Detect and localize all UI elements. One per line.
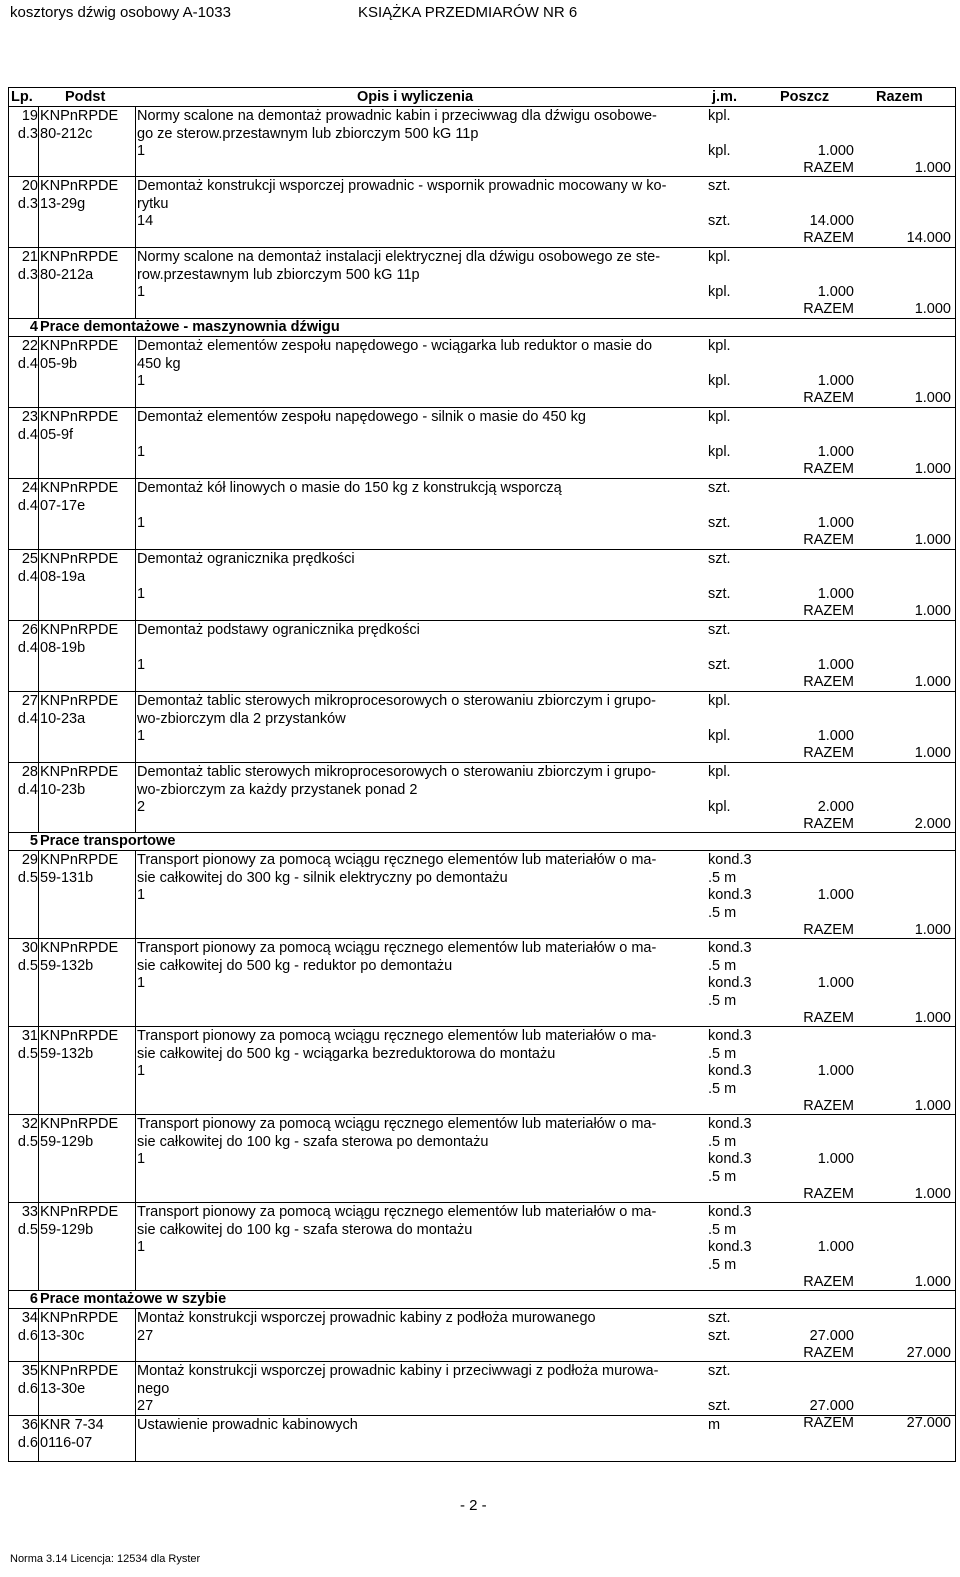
row-basis-code: 80-212c — [40, 126, 93, 142]
row-chapter: d.3 — [17, 126, 38, 142]
column-divider — [135, 479, 136, 549]
row-subtotal: 1.000 — [817, 657, 854, 673]
column-divider — [135, 1416, 136, 1461]
row-quantity-unit: kond.3 — [708, 887, 752, 903]
column-divider — [38, 337, 39, 407]
row-unit-suffix: .5 m — [708, 958, 737, 974]
column-divider — [135, 1027, 136, 1114]
row-subtotal: 27.000 — [809, 1328, 854, 1344]
row-quantity-unit: szt. — [708, 515, 731, 531]
row-total: 27.000 — [906, 1345, 951, 1361]
row-unit: kpl. — [708, 249, 731, 265]
row-quantity-unit: szt. — [708, 1328, 731, 1344]
table-row — [9, 550, 955, 621]
section-title: Prace montażowe w szybie — [40, 1291, 227, 1307]
row-description-line: Demontaż ogranicznika prędkości — [137, 551, 355, 567]
column-divider — [135, 1203, 136, 1290]
table-row — [9, 248, 955, 319]
row-subtotal: 1.000 — [817, 373, 854, 389]
row-basis: KNPnRPDE — [40, 764, 119, 780]
row-basis: KNPnRPDE — [40, 480, 119, 496]
row-quantity-unit: szt. — [708, 1398, 731, 1414]
row-chapter: d.4 — [17, 711, 38, 727]
row-unit: kond.3 — [708, 852, 752, 868]
row-basis-code: 13-29g — [40, 196, 86, 212]
row-total-label: RAZEM — [803, 1010, 854, 1026]
row-quantity-unit: kond.3 — [708, 1151, 752, 1167]
row-total: 1.000 — [914, 301, 951, 317]
column-divider — [135, 692, 136, 762]
row-chapter: d.6 — [17, 1435, 38, 1451]
row-subtotal: 2.000 — [817, 799, 854, 815]
row-description-line: Demontaż tablic sterowych mikroprocesorowych o sterowaniu zbiorczym i grupo- — [137, 693, 656, 709]
bill-of-quantities-table — [8, 87, 956, 1462]
row-description-line: sie całkowitej do 500 kg - reduktor po demontażu — [137, 958, 453, 974]
row-description-line: sie całkowitej do 100 kg - szafa sterowa do montażu — [137, 1222, 473, 1238]
row-basis-code: 59-131b — [40, 870, 94, 886]
row-basis: KNPnRPDE — [40, 940, 119, 956]
column-divider — [135, 107, 136, 176]
row-chapter: d.5 — [17, 1222, 38, 1238]
row-quantity-unit-suffix: .5 m — [708, 1169, 737, 1185]
column-divider — [38, 1362, 39, 1415]
row-total: 14.000 — [906, 230, 951, 246]
row-basis: KNPnRPDE — [40, 1028, 119, 1044]
row-unit: kond.3 — [708, 940, 752, 956]
row-total-label: RAZEM — [803, 1274, 854, 1290]
row-unit-suffix: .5 m — [708, 1134, 737, 1150]
row-total-label: RAZEM — [803, 745, 854, 761]
row-quantity-unit: szt. — [708, 657, 731, 673]
row-quantity: 1 — [137, 1063, 146, 1079]
row-basis: KNPnRPDE — [40, 409, 119, 425]
table-row — [9, 337, 955, 408]
row-description-line: Demontaż elementów zespołu napędowego - wciągarka lub reduktor o masie do — [137, 338, 653, 354]
table-row — [9, 408, 955, 479]
row-unit: kpl. — [708, 693, 731, 709]
row-number: 24 — [21, 480, 38, 496]
row-description-line: Demontaż konstrukcji wsporczej prowadnic - wspornik prowadnic mocowany w ko- — [137, 178, 667, 194]
section-title: Prace demontażowe - maszynownia dźwigu — [40, 319, 340, 335]
row-description-line: Ustawienie prowadnic kabinowych — [137, 1417, 358, 1433]
row-subtotal: 1.000 — [817, 1151, 854, 1167]
table-row — [9, 1416, 955, 1462]
row-unit: kpl. — [708, 409, 731, 425]
row-chapter: d.4 — [17, 569, 38, 585]
row-description-line: sie całkowitej do 500 kg - wciągarka bezreduktorowa do montażu — [137, 1046, 556, 1062]
row-description-line: Demontaż podstawy ogranicznika prędkości — [137, 622, 420, 638]
row-quantity-unit: kond.3 — [708, 975, 752, 991]
table-row — [9, 851, 955, 939]
column-divider — [38, 1203, 39, 1290]
row-basis-code: 08-19b — [40, 640, 86, 656]
table-row — [9, 1309, 955, 1362]
row-chapter: d.3 — [17, 196, 38, 212]
document-header-left: kosztorys dźwig osobowy A-1033 — [10, 4, 231, 21]
row-unit-suffix: .5 m — [708, 1046, 737, 1062]
row-number: 20 — [21, 178, 38, 194]
row-quantity: 1 — [137, 728, 146, 744]
row-basis: KNR 7-34 — [40, 1417, 104, 1433]
row-total-label: RAZEM — [803, 603, 854, 619]
row-description-line: Transport pionowy za pomocą wciągu ręcznego elementów lub materiałów o ma- — [137, 1116, 657, 1132]
row-total-label: RAZEM — [803, 1345, 854, 1361]
column-divider — [38, 692, 39, 762]
row-quantity: 27 — [137, 1398, 154, 1414]
row-total: 1.000 — [914, 1010, 951, 1026]
row-unit: szt. — [708, 1310, 731, 1326]
row-basis-code: 13-30c — [40, 1328, 85, 1344]
row-quantity: 1 — [137, 1151, 146, 1167]
row-chapter: d.4 — [17, 427, 38, 443]
row-number: 31 — [21, 1028, 38, 1044]
row-unit: kpl. — [708, 108, 731, 124]
row-description-line: Montaż konstrukcji wsporczej prowadnic kabiny i przeciwwagi z podłoża murowa- — [137, 1363, 659, 1379]
row-total: 1.000 — [914, 1098, 951, 1114]
row-quantity-unit: szt. — [708, 213, 731, 229]
row-quantity-unit-suffix: .5 m — [708, 993, 737, 1009]
row-total-label: RAZEM — [803, 922, 854, 938]
row-quantity-unit: kpl. — [708, 373, 731, 389]
row-quantity: 1 — [137, 975, 146, 991]
row-chapter: d.6 — [17, 1328, 38, 1344]
row-quantity: 1 — [137, 515, 146, 531]
row-description-line: 450 kg — [137, 356, 181, 372]
row-basis-code: 08-19a — [40, 569, 86, 585]
column-divider — [135, 621, 136, 691]
row-basis-code: 80-212a — [40, 267, 94, 283]
row-total-label: RAZEM — [803, 1415, 854, 1431]
row-number: 21 — [21, 249, 38, 265]
row-quantity: 1 — [137, 657, 146, 673]
row-basis-code: 10-23a — [40, 711, 86, 727]
row-unit-suffix: .5 m — [708, 870, 737, 886]
row-total: 1.000 — [914, 390, 951, 406]
row-total-label: RAZEM — [803, 461, 854, 477]
row-unit: szt. — [708, 622, 731, 638]
column-divider — [135, 337, 136, 407]
column-divider — [135, 939, 136, 1026]
row-description-line: Normy scalone na demontaż prowadnic kabin i przeciwwag dla dźwigu osobowe- — [137, 108, 657, 124]
column-divider — [38, 479, 39, 549]
row-quantity-unit: kpl. — [708, 728, 731, 744]
row-total: 2.000 — [914, 816, 951, 832]
column-divider — [135, 1362, 136, 1415]
row-subtotal: 14.000 — [809, 213, 854, 229]
row-basis: KNPnRPDE — [40, 693, 119, 709]
row-total: 1.000 — [914, 922, 951, 938]
row-description-line: Transport pionowy za pomocą wciągu ręcznego elementów lub materiałów o ma- — [137, 852, 657, 868]
table-header-row — [9, 87, 955, 107]
row-total-label: RAZEM — [803, 301, 854, 317]
table-row — [9, 692, 955, 763]
row-description-line: row.przestawnym lub zbiorczym 500 kG 11p — [137, 267, 420, 283]
row-chapter: d.4 — [17, 356, 38, 372]
row-quantity: 1 — [137, 143, 146, 159]
column-header-lp: Lp. — [11, 89, 33, 105]
row-description-line: wo-zbiorczym dla 2 przystanków — [137, 711, 346, 727]
row-basis-code: 10-23b — [40, 782, 86, 798]
row-quantity: 1 — [137, 373, 146, 389]
row-quantity: 1 — [137, 1239, 146, 1255]
row-total: 1.000 — [914, 160, 951, 176]
table-row — [9, 1115, 955, 1203]
row-quantity: 1 — [137, 284, 146, 300]
column-divider — [135, 550, 136, 620]
row-description-line: go ze sterow.przestawnym lub zbiorczym 500 kG 11p — [137, 126, 479, 142]
row-number: 28 — [21, 764, 38, 780]
row-quantity-unit-suffix: .5 m — [708, 905, 737, 921]
column-header-razem: Razem — [876, 89, 923, 105]
row-total: 1.000 — [914, 532, 951, 548]
column-divider — [38, 763, 39, 832]
section-number: 5 — [29, 833, 38, 849]
row-basis: KNPnRPDE — [40, 108, 119, 124]
row-chapter: d.3 — [17, 267, 38, 283]
row-quantity-unit: kond.3 — [708, 1063, 752, 1079]
column-divider — [135, 851, 136, 938]
row-subtotal: 1.000 — [817, 728, 854, 744]
row-number: 25 — [21, 551, 38, 567]
row-quantity: 2 — [137, 799, 146, 815]
row-basis: KNPnRPDE — [40, 852, 119, 868]
column-divider — [38, 248, 39, 318]
section-number: 6 — [29, 1291, 38, 1307]
row-total: 1.000 — [914, 674, 951, 690]
row-number: 32 — [21, 1116, 38, 1132]
row-quantity-unit: kpl. — [708, 143, 731, 159]
table-body — [9, 107, 955, 1462]
row-description-line: Transport pionowy za pomocą wciągu ręcznego elementów lub materiałów o ma- — [137, 940, 657, 956]
row-description-line: Transport pionowy za pomocą wciągu ręcznego elementów lub materiałów o ma- — [137, 1028, 657, 1044]
row-basis-code: 59-129b — [40, 1134, 94, 1150]
row-total-label: RAZEM — [803, 160, 854, 176]
row-total-label: RAZEM — [803, 230, 854, 246]
section-number: 4 — [29, 319, 38, 335]
row-quantity: 1 — [137, 586, 146, 602]
row-basis: KNPnRPDE — [40, 1363, 119, 1379]
row-quantity-unit: szt. — [708, 586, 731, 602]
table-row — [9, 107, 955, 177]
table-row — [9, 177, 955, 248]
row-subtotal: 1.000 — [817, 1063, 854, 1079]
row-chapter: d.5 — [17, 1134, 38, 1150]
column-header-podst: Podst — [65, 89, 106, 105]
column-divider — [38, 851, 39, 938]
row-total-label: RAZEM — [803, 1186, 854, 1202]
row-number: 30 — [21, 940, 38, 956]
row-quantity: 1 — [137, 444, 146, 460]
row-quantity: 14 — [137, 213, 154, 229]
row-unit: szt. — [708, 1363, 731, 1379]
row-chapter: d.4 — [17, 498, 38, 514]
row-unit: kond.3 — [708, 1204, 752, 1220]
row-basis-code: 0116-07 — [40, 1435, 93, 1451]
row-chapter: d.4 — [17, 640, 38, 656]
row-description-line: nego — [137, 1381, 170, 1397]
row-quantity-unit: kond.3 — [708, 1239, 752, 1255]
row-quantity-unit: kpl. — [708, 284, 731, 300]
row-basis: KNPnRPDE — [40, 622, 119, 638]
table-row — [9, 479, 955, 550]
column-divider — [38, 408, 39, 478]
column-header-poszcz: Poszcz — [780, 89, 830, 105]
row-basis: KNPnRPDE — [40, 338, 119, 354]
row-subtotal: 1.000 — [817, 586, 854, 602]
column-divider — [38, 1309, 39, 1361]
row-basis-code: 05-9f — [40, 427, 74, 443]
row-quantity-unit-suffix: .5 m — [708, 1257, 737, 1273]
column-divider — [38, 1027, 39, 1114]
row-total: 1.000 — [914, 1186, 951, 1202]
row-number: 26 — [21, 622, 38, 638]
row-total: 1.000 — [914, 1274, 951, 1290]
column-divider — [135, 408, 136, 478]
row-chapter: d.5 — [17, 870, 38, 886]
row-total: 1.000 — [914, 603, 951, 619]
row-unit-suffix: .5 m — [708, 1222, 737, 1238]
row-quantity-unit: kpl. — [708, 799, 731, 815]
row-description-line: sie całkowitej do 300 kg - silnik elektryczny po demontażu — [137, 870, 508, 886]
row-basis-code: 13-30e — [40, 1381, 86, 1397]
section-row — [9, 319, 955, 337]
row-description-line: rytku — [137, 196, 169, 212]
row-chapter: d.4 — [17, 782, 38, 798]
document-header-center: KSIĄŻKA PRZEDMIARÓW NR 6 — [358, 4, 578, 21]
row-unit: kpl. — [708, 764, 731, 780]
row-chapter: d.6 — [17, 1381, 38, 1397]
row-total-label: RAZEM — [803, 532, 854, 548]
row-unit: kond.3 — [708, 1028, 752, 1044]
row-total-label: RAZEM — [803, 390, 854, 406]
row-subtotal: 1.000 — [817, 1239, 854, 1255]
row-number: 29 — [21, 852, 38, 868]
row-basis: KNPnRPDE — [40, 1204, 119, 1220]
row-chapter: d.5 — [17, 1046, 38, 1062]
column-header-opis: Opis i wyliczenia — [357, 89, 474, 105]
table-row — [9, 1027, 955, 1115]
row-quantity: 27 — [137, 1328, 154, 1344]
row-description-line: Montaż konstrukcji wsporczej prowadnic kabiny z podłoża murowanego — [137, 1310, 596, 1326]
column-divider — [38, 177, 39, 247]
row-description-line: Demontaż kół linowych o masie do 150 kg z konstrukcją wsporczą — [137, 480, 562, 496]
row-number: 23 — [21, 409, 38, 425]
row-basis-code: 59-129b — [40, 1222, 94, 1238]
row-basis-code: 59-132b — [40, 1046, 94, 1062]
row-description-line: Transport pionowy za pomocą wciągu ręcznego elementów lub materiałów o ma- — [137, 1204, 657, 1220]
row-basis: KNPnRPDE — [40, 1116, 119, 1132]
column-divider — [38, 621, 39, 691]
column-divider — [38, 939, 39, 1026]
column-header-jm: j.m. — [712, 89, 737, 105]
row-unit: szt. — [708, 480, 731, 496]
row-total: 27.000 — [906, 1415, 951, 1431]
row-description-line: Demontaż elementów zespołu napędowego - silnik o masie do 450 kg — [137, 409, 586, 425]
column-divider — [38, 107, 39, 176]
table-row — [9, 939, 955, 1027]
row-unit: szt. — [708, 551, 731, 567]
row-chapter: d.5 — [17, 958, 38, 974]
row-basis: KNPnRPDE — [40, 178, 119, 194]
license-note: Norma 3.14 Licencja: 12534 dla Ryster — [10, 1553, 201, 1565]
row-basis-code: 07-17e — [40, 498, 86, 514]
row-total: 1.000 — [914, 745, 951, 761]
page-number: - 2 - — [460, 1497, 487, 1514]
row-total-label: RAZEM — [803, 1098, 854, 1114]
column-divider — [135, 763, 136, 832]
row-number: 27 — [21, 693, 38, 709]
row-subtotal: 1.000 — [817, 284, 854, 300]
row-description-line: wo-zbiorczym za każdy przystanek ponad 2 — [137, 782, 418, 798]
row-unit: kpl. — [708, 338, 731, 354]
table-row — [9, 1203, 955, 1291]
row-number: 33 — [21, 1204, 38, 1220]
table-row — [9, 763, 955, 833]
row-description-line: Demontaż tablic sterowych mikroprocesorowych o sterowaniu zbiorczym i grupo- — [137, 764, 656, 780]
row-quantity: 1 — [137, 887, 146, 903]
row-subtotal: 1.000 — [817, 515, 854, 531]
table-row — [9, 621, 955, 692]
row-unit: szt. — [708, 178, 731, 194]
row-total-label: RAZEM — [803, 816, 854, 832]
row-description-line: sie całkowitej do 100 kg - szafa sterowa po demontażu — [137, 1134, 489, 1150]
column-divider — [135, 177, 136, 247]
section-row — [9, 1291, 955, 1309]
row-unit: m — [708, 1417, 721, 1433]
row-basis-code: 05-9b — [40, 356, 78, 372]
column-divider — [38, 550, 39, 620]
row-total-label: RAZEM — [803, 674, 854, 690]
row-quantity-unit: kpl. — [708, 444, 731, 460]
row-number: 19 — [21, 108, 38, 124]
row-subtotal: 1.000 — [817, 444, 854, 460]
column-divider — [135, 1309, 136, 1361]
row-unit: kond.3 — [708, 1116, 752, 1132]
row-description-line: Normy scalone na demontaż instalacji elektrycznej dla dźwigu osobowego ze ste- — [137, 249, 661, 265]
row-basis-code: 59-132b — [40, 958, 94, 974]
row-number: 35 — [21, 1363, 38, 1379]
row-subtotal: 1.000 — [817, 887, 854, 903]
row-total: 1.000 — [914, 461, 951, 477]
row-subtotal: 27.000 — [809, 1398, 854, 1414]
row-basis: KNPnRPDE — [40, 1310, 119, 1326]
column-divider — [135, 1115, 136, 1202]
column-divider — [135, 248, 136, 318]
column-divider — [38, 1416, 39, 1461]
column-divider — [38, 1115, 39, 1202]
section-row — [9, 833, 955, 851]
row-number: 36 — [21, 1417, 38, 1433]
row-basis: KNPnRPDE — [40, 249, 119, 265]
row-number: 34 — [21, 1310, 38, 1326]
row-number: 22 — [21, 338, 38, 354]
section-title: Prace transportowe — [40, 833, 176, 849]
row-subtotal: 1.000 — [817, 143, 854, 159]
row-basis: KNPnRPDE — [40, 551, 119, 567]
row-subtotal: 1.000 — [817, 975, 854, 991]
row-quantity-unit-suffix: .5 m — [708, 1081, 737, 1097]
